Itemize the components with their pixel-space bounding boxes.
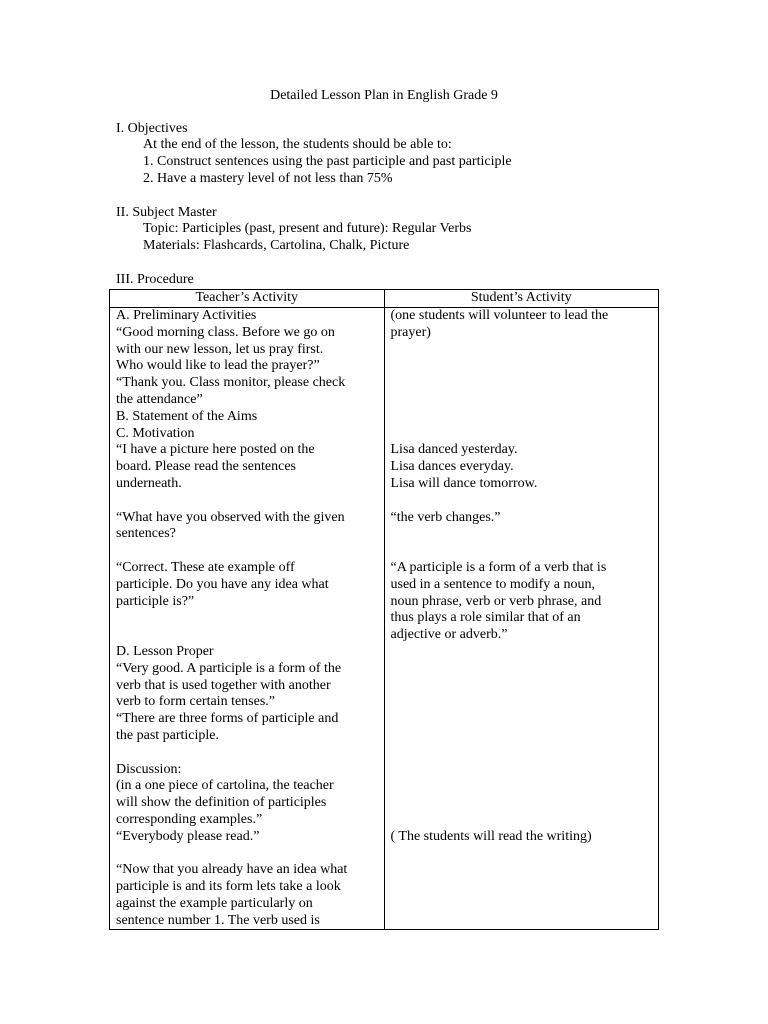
objective-item-1: 1. Construct sentences using the past participle and past participle [143,154,512,169]
student-activity-line: used in a sentence to modify a noun, [390,576,596,592]
teacher-activity-line: “Now that you already have an idea what [116,862,348,878]
teacher-activity-line: (in a one piece of cartolina, the teacher [116,778,334,794]
teacher-activity-line [116,493,378,510]
student-activity-line: “A participle is a form of a verb that is [390,559,607,575]
teacher-activity-line: “There are three forms of participle and [116,711,339,727]
teacher-activity-line: verb that is used together with another [116,677,331,693]
teacher-activity-line: “What have you observed with the given [116,509,345,525]
teacher-activity-line [116,610,378,627]
procedure-heading: III. Procedure [116,272,194,287]
teacher-activity-line: A. Preliminary Activities [116,308,257,323]
teacher-activity-line: Who would like to lead the prayer?” [116,358,320,374]
teacher-activity-line: corresponding examples.” [116,811,263,827]
student-activity-line: noun phrase, verb or verb phrase, and [390,593,602,609]
teacher-activity-line [116,846,378,863]
teacher-activity-line: “Good morning class. Before we go on [116,324,335,340]
teacher-activity-line: board. Please read the sentences [116,459,296,475]
teacher-activity-line: participle is and its form lets take a look [116,879,341,895]
subject-matter-heading: II. Subject Master [116,205,217,220]
student-activity-line [391,661,653,678]
student-activity-header: Student’s Activity [384,290,659,308]
student-activity-line [391,644,653,661]
subject-topic: Topic: Participles (past, present and future): Regular Verbs [143,221,472,236]
objective-item-2: 2. Have a mastery level of not less than 75% [143,171,393,186]
teacher-activity-line: “Thank you. Class monitor, please check [116,375,346,391]
teacher-activity-line: C. Motivation [116,425,195,441]
teacher-activity-line [116,543,378,560]
teacher-activity-line: B. Statement of the Aims [116,408,258,424]
teacher-activity-line [116,745,378,762]
student-activity-line [391,342,653,359]
student-activity-line [391,745,653,762]
student-activity-line [391,358,653,375]
teacher-activity-line: “I have a picture here posted on the [116,442,315,458]
student-activity-line: (one students will volunteer to lead the [390,308,609,323]
student-activity-line [391,678,653,695]
student-activity-line: prayer) [390,324,431,340]
student-activity-line [391,392,653,409]
student-activity-line [391,795,653,812]
teacher-activity-line: “Everybody please read.” [116,828,260,844]
student-activity-line [391,493,653,510]
teacher-activity-line: Discussion: [116,761,182,777]
teacher-activity-line: against the example particularly on [116,895,313,911]
teacher-activity-header: Teacher’s Activity [110,290,385,308]
student-activity-line [391,409,653,426]
student-activity-line [391,762,653,779]
procedure-table [109,289,659,930]
teacher-activity-line: will show the definition of participles [116,795,327,811]
teacher-activity-line [116,627,378,644]
objectives-intro: At the end of the lesson, the students should be able to: [143,137,452,152]
teacher-activity-line: “Correct. These ate example off [116,559,295,575]
teacher-activity-line: sentence number 1. The verb used is [116,912,320,928]
student-activity-line [391,526,653,543]
student-activity-line [391,375,653,392]
student-activity-line [391,426,653,443]
teacher-activity-line: verb to form certain tenses.” [116,694,275,710]
student-activity-line [391,728,653,745]
teacher-activity-line: participle. Do you have any idea what [116,576,329,592]
teacher-activity-line: “Very good. A participle is a form of the [116,660,342,676]
teacher-activity-line: sentences? [116,526,176,542]
teacher-activity-line: the past participle. [116,727,220,743]
student-activity-line: “the verb changes.” [390,509,501,525]
student-activity-line [391,543,653,560]
student-activity-cell [384,308,659,930]
teacher-activity-cell [110,308,385,930]
teacher-activity-line: D. Lesson Proper [116,643,214,659]
table-row [110,308,659,930]
student-activity-line [391,778,653,795]
page-title: Detailed Lesson Plan in English Grade 9 [270,88,498,103]
table-header-row [110,290,659,308]
subject-materials: Materials: Flashcards, Cartolina, Chalk, Picture [143,238,410,253]
student-activity-line: Lisa dances everyday. [390,459,514,475]
teacher-activity-line: underneath. [116,475,182,491]
student-activity-line: Lisa danced yesterday. [390,442,518,458]
student-activity-line: thus plays a role similar that of an [390,610,581,626]
student-activity-line: ( The students will read the writing) [390,828,592,844]
student-activity-line [391,812,653,829]
student-activity-line: adjective or adverb.” [390,627,508,643]
teacher-activity-line: with our new lesson, let us pray first. [116,341,324,357]
student-activity-line: Lisa will dance tomorrow. [390,475,538,491]
objectives-heading: I. Objectives [116,121,188,136]
teacher-activity-line: participle is?” [116,593,195,609]
student-activity-line [391,694,653,711]
student-activity-line [391,711,653,728]
teacher-activity-line: the attendance” [116,391,203,407]
